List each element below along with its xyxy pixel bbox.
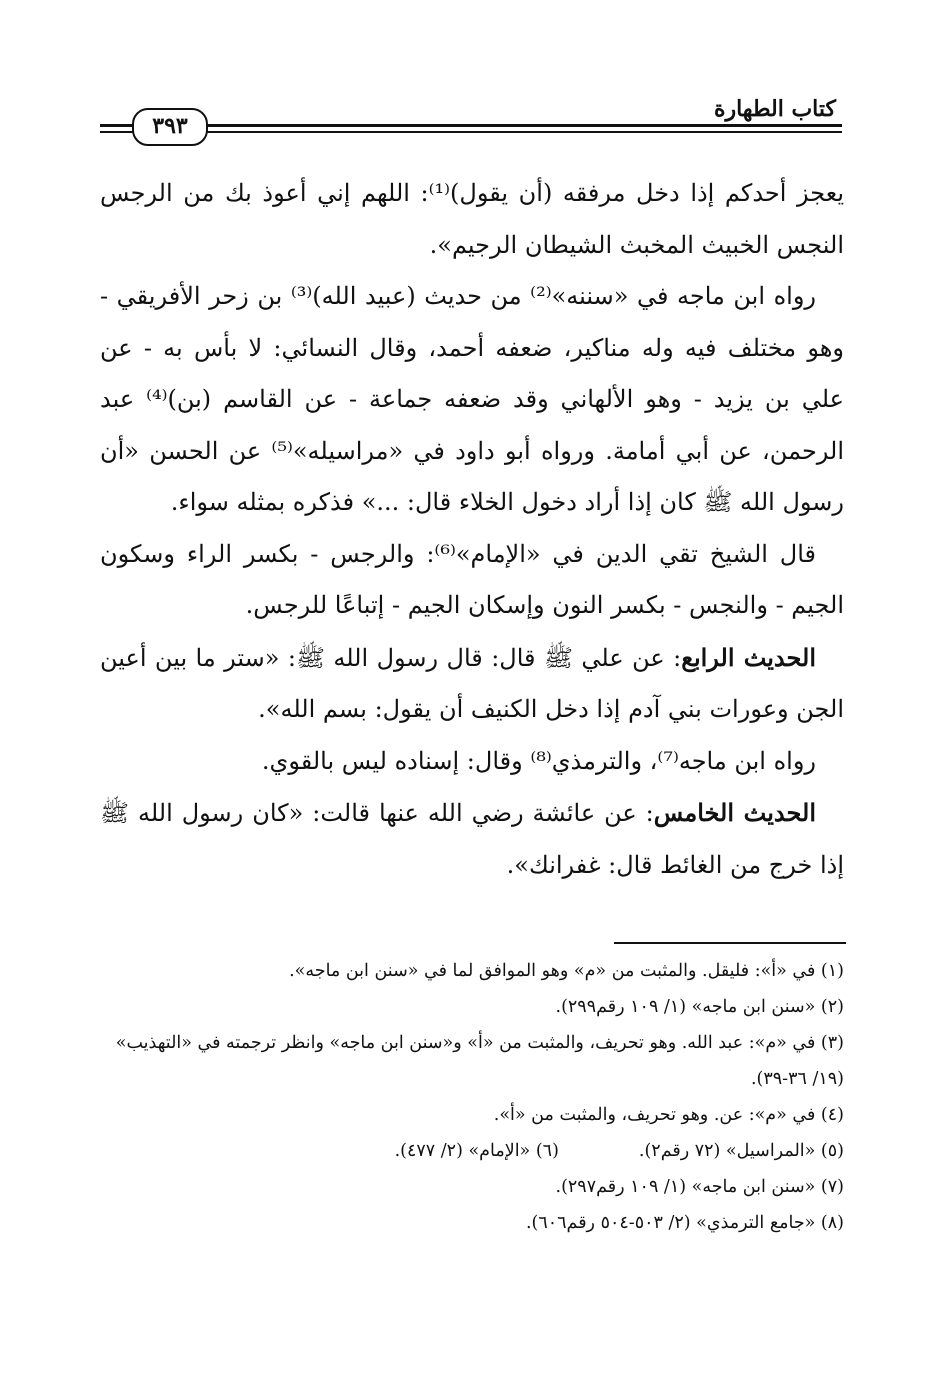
- hadith-5-heading: الحديث الخامس: [653, 798, 816, 827]
- paragraph-1: يعجز أحدكم إذا دخل مرفقه (أن يقول)⁽¹⁾: اللهم إني أعوذ بك من الرجس النجس الخبيث المخبث الشيطان الرجيم».: [100, 179, 844, 259]
- footnote-8: (٨) «جامع الترمذي» (٢/ ٥٠٣-٥٠٤ رقم٦٠٦).: [525, 1213, 844, 1233]
- paragraph-6: [100, 787, 844, 891]
- footnote-2: (٢) «سنن ابن ماجه» (١/ ١٠٩ رقم٢٩٩).: [555, 997, 844, 1017]
- footnote-3: (٣) في «م»: عبد الله. وهو تحريف، والمثبت من «أ» و«سنن ابن ماجه» وانظر ترجمته في «التهذيب» (١٩/ ٣٦-٣٩).: [115, 1033, 844, 1089]
- header-rule-bottom: [100, 131, 842, 133]
- footnote-7: (٧) «سنن ابن ماجه» (١/ ١٠٩ رقم٢٩٧).: [555, 1177, 844, 1197]
- paragraph-2: رواه ابن ماجه في «سننه»⁽²⁾ من حديث (عبيد الله)⁽³⁾ بن زحر الأفريقي - وهو مختلف فيه وله مناكير، ضعفه أحمد، وقال النسائي: لا بأس به - عن علي بن يزيد - وهو الألهاني وقد ضعفه جماعة - عن القاسم (بن)⁽⁴⁾ عبد الرحمن، عن أبي أمامة. ورواه أبو داود في «مراسيله»⁽⁵⁾ عن الحسن «أن رسول الله ﷺ كان إذا أراد دخول الخلاء قال: ...» فذكره بمثله سواء.: [100, 282, 844, 516]
- hadith-5-text: : عن عائشة رضي الله عنها قالت: «كان رسول الله ﷺ إذا خرج من الغائط قال: غفرانك».: [100, 799, 844, 879]
- footnote-1: (١) في «أ»: فليقل. والمثبت من «م» وهو الموافق لما في «سنن ابن ماجه».: [289, 961, 844, 981]
- footnote-5: (٥) «المراسيل» (٧٢ رقم٢).: [638, 1141, 844, 1161]
- footnote-4: (٤) في «م»: عن. وهو تحريف، والمثبت من «أ».: [493, 1105, 844, 1125]
- footnotes: [100, 953, 844, 1241]
- header-rule-top: [100, 124, 842, 127]
- hadith-4-text: : عن علي ﷺ قال: قال رسول الله ﷺ: «ستر ما بين أعين الجن وعورات بني آدم إذا دخل الكنيف أن يقول: بسم الله».: [100, 643, 844, 723]
- paragraph-5: رواه ابن ماجه⁽⁷⁾، والترمذي⁽⁸⁾ وقال: إسناده ليس بالقوي.: [261, 746, 816, 775]
- main-text: [100, 168, 844, 891]
- hadith-4-heading: الحديث الرابع: [681, 642, 817, 672]
- footnote-6: (٦) «الإمام» (٢/ ٤٧٧).: [394, 1141, 559, 1161]
- paragraph-4: [100, 632, 844, 736]
- running-header-title: كتاب الطهارة: [713, 96, 836, 122]
- footnote-5-6-line: [100, 1133, 844, 1169]
- footnote-separator: [614, 942, 846, 944]
- page-number: ٣٩٣: [132, 108, 208, 146]
- paragraph-3: قال الشيخ تقي الدين في «الإمام»⁽⁶⁾: والرجس - بكسر الراء وسكون الجيم - والنجس - بكسر النون وإسكان الجيم - إتباعًا للرجس.: [100, 539, 844, 619]
